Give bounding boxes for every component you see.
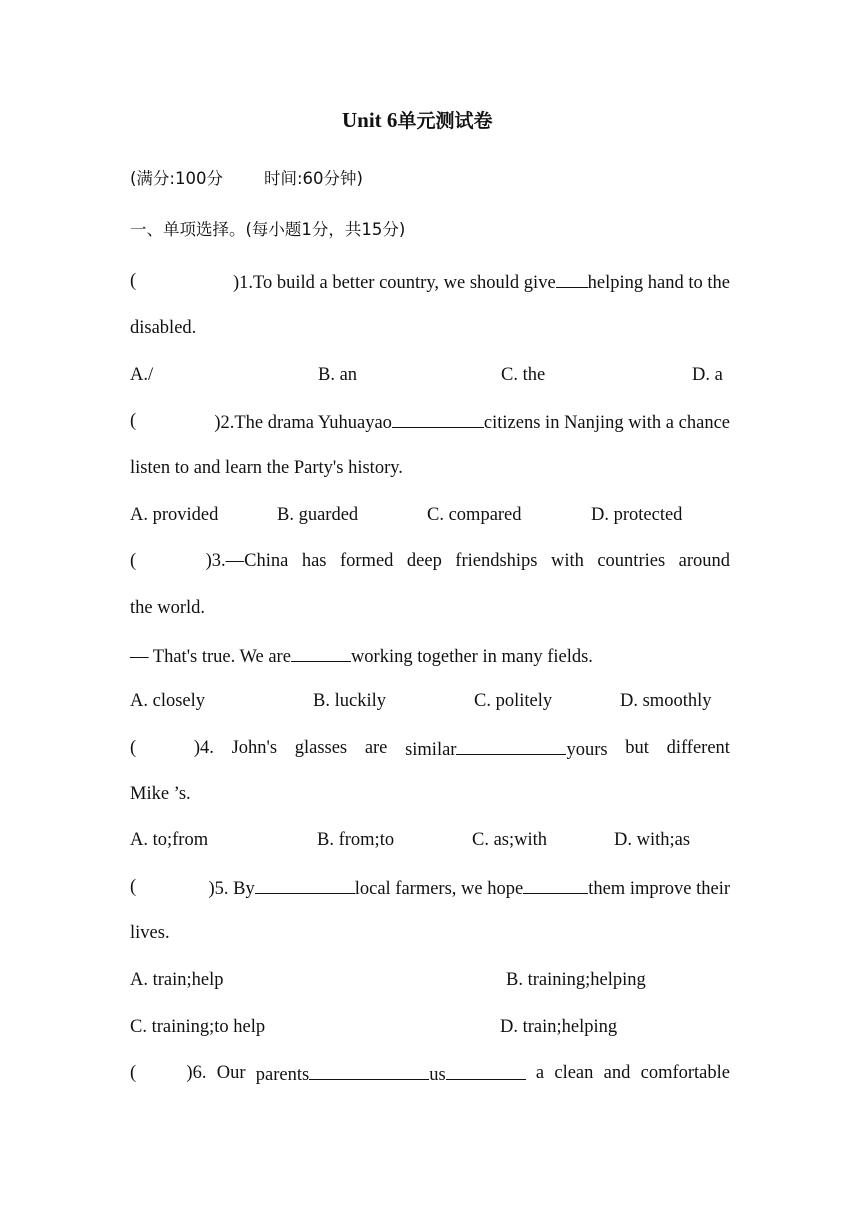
option-b: B. guarded xyxy=(277,505,359,525)
answer-paren: ( xyxy=(130,551,137,571)
answer-paren: ( xyxy=(130,271,137,291)
question-5-continuation: lives. xyxy=(130,923,170,943)
option-b: B. luckily xyxy=(313,691,386,711)
answer-paren: ( xyxy=(130,411,137,431)
blank xyxy=(446,1062,526,1080)
option-d: D. train;helping xyxy=(500,1017,618,1037)
option-d: D. with;as xyxy=(614,830,691,850)
option-b: B. from;to xyxy=(317,830,395,850)
question-4-continuation: Mike ’s. xyxy=(130,784,191,804)
blank xyxy=(291,644,351,662)
option-c: C. politely xyxy=(474,691,553,711)
question-6-line: ( )6. Our parents us a clean and comfortable xyxy=(130,1063,730,1085)
option-d: D. smoothly xyxy=(620,691,712,711)
page-title: Unit 6单元测试卷 xyxy=(342,108,493,132)
option-d: D. protected xyxy=(591,505,683,525)
question-3-line: ( )3.—China has formed deep friendships with countries around xyxy=(130,551,730,571)
question-4-line: ( )4. John's glasses are similar yours but different xyxy=(130,738,730,760)
answer-paren: ( xyxy=(130,1063,137,1083)
time-info: 时间:60分钟) xyxy=(264,169,363,188)
option-a: A. train;help xyxy=(130,970,224,990)
blank xyxy=(456,737,566,755)
question-5-line: ( )5. By local farmers, we hope them improve their xyxy=(130,877,730,899)
answer-paren: ( xyxy=(130,738,137,758)
blank xyxy=(255,876,355,894)
option-b: B. training;helping xyxy=(506,970,646,990)
option-a: A. provided xyxy=(130,505,219,525)
question-1-line: ( )1.To build a better country, we should give helping hand to the xyxy=(130,271,730,293)
question-1-text: )1.To build a better country, we should give xyxy=(232,273,556,293)
option-d: D. a xyxy=(692,365,723,385)
score-info: (满分:100分 xyxy=(130,169,223,188)
blank xyxy=(392,410,484,428)
question-3-continuation: the world. xyxy=(130,598,206,618)
question-3-reply: — That's true. We are working together in many fields. xyxy=(130,644,593,668)
section-heading: 一、单项选择。(每小题1分，共15分) xyxy=(130,220,406,239)
option-c: C. the xyxy=(501,365,546,385)
option-a: A. closely xyxy=(130,691,206,711)
blank xyxy=(523,876,588,894)
option-c: C. compared xyxy=(427,505,522,525)
answer-paren: ( xyxy=(130,877,137,897)
question-2-line: ( )2.The drama Yuhuayao citizens in Nanjing with a chance xyxy=(130,411,730,433)
option-c: C. as;with xyxy=(472,830,548,850)
question-2-continuation: listen to and learn the Party's history. xyxy=(130,458,403,478)
question-1-continuation: disabled. xyxy=(130,318,197,338)
option-a: A./ xyxy=(130,365,154,385)
option-b: B. an xyxy=(318,365,358,385)
blank xyxy=(309,1062,429,1080)
option-a: A. to;from xyxy=(130,830,209,850)
blank xyxy=(556,270,588,288)
option-c: C. training;to help xyxy=(130,1017,266,1037)
